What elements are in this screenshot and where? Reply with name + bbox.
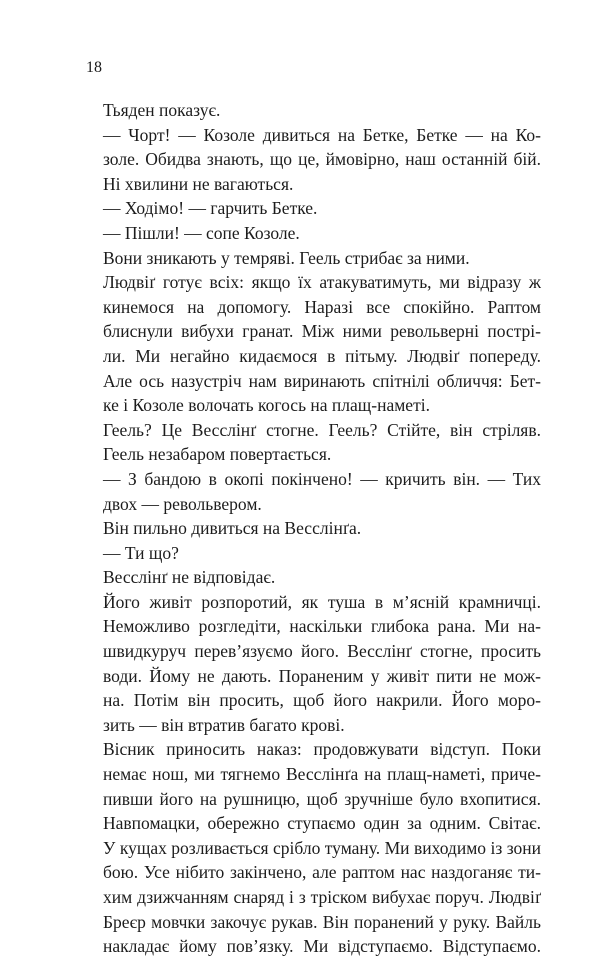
text-line: двох — револьвером. bbox=[103, 493, 262, 514]
text-line: бою. Усе нібито закінчено, але раптом нас наздоганяє ти- bbox=[103, 862, 541, 883]
body-text bbox=[103, 98, 541, 959]
text-line: ли. Ми негайно кидаємося в пітьму. Людвіґ попереду. bbox=[103, 345, 541, 366]
page-number: 18 bbox=[86, 59, 102, 76]
text-line: ке і Козоле волочать когось на плащ-наметі. bbox=[103, 395, 430, 416]
text-line: У кущах розливається срібло туману. Ми виходимо із зони bbox=[103, 837, 541, 858]
text-line: на. Потім він просить, щоб його накрили. Його моро- bbox=[103, 690, 541, 711]
text-line: зить — він втратив багато крові. bbox=[103, 714, 345, 735]
text-line: Його живіт розпоротий, як туша в м’ясній крамничці. bbox=[103, 591, 541, 612]
text-line: Навпомацки, обережно ступаємо один за одним. Світає. bbox=[103, 813, 541, 834]
text-line: пивши його на рушницю, щоб зручніше було вхопитися. bbox=[103, 788, 541, 809]
text-line: немає нош, ми тягнемо Весслінґа на плащ-наметі, приче- bbox=[103, 764, 541, 785]
text-line: води. Йому не дають. Пораненим у живіт пити не мож- bbox=[103, 665, 541, 686]
text-line: хим дзижчанням снаряд і з тріском вибухає поруч. Людвіґ bbox=[103, 887, 541, 907]
text-line: блиснули вибухи гранат. Між ними револьверні пострі- bbox=[103, 321, 541, 342]
text-line: швидкуруч перев’язуємо його. Весслінґ стогне, просить bbox=[103, 641, 541, 662]
text-line: Бреєр мовчки закочує рукав. Він поранений у руку. Вайль bbox=[103, 911, 541, 932]
text-line: Весслінґ не відповідає. bbox=[103, 567, 276, 588]
text-line: — Чорт! — Козоле дивиться на Бетке, Бетке — на Ко- bbox=[103, 124, 541, 145]
text-line: — Пішли! — сопе Козоле. bbox=[103, 222, 300, 243]
text-line: Тьяден показує. bbox=[103, 100, 221, 120]
text-line: кинемося на допомогу. Наразі все спокійно. Раптом bbox=[103, 296, 541, 317]
text-line: Але ось назустріч нам виринають спітнілі обличчя: Бет- bbox=[103, 370, 541, 391]
text-line: Геель? Це Весслінґ стогне. Геель? Стійте, він стріляв. bbox=[103, 419, 541, 440]
text-line: — Ти що? bbox=[103, 542, 179, 563]
text-line: Геель незабаром повертається. bbox=[103, 444, 332, 465]
text-line: Вісник приносить наказ: продовжувати відступ. Поки bbox=[103, 739, 541, 760]
text-line: Він пильно дивиться на Весслінґа. bbox=[103, 518, 362, 539]
text-line: золе. Обидва знають, що це, ймовірно, наш останній бій. bbox=[103, 149, 541, 170]
text-line: Людвіґ готує всіх: якщо їх атакуватимуть, ми відразу ж bbox=[103, 272, 541, 293]
text-line: — Ходімо! — гарчить Бетке. bbox=[103, 198, 318, 219]
text-line: Неможливо розгледіти, наскільки глибока рана. Ми на- bbox=[103, 616, 541, 637]
text-line: Вони зникають у темряві. Геель стрибає за ними. bbox=[103, 247, 470, 268]
text-line: — З бандою в окопі покінчено! — кричить він. — Тих bbox=[103, 468, 541, 489]
text-line: Ні хвилини не вагаються. bbox=[103, 173, 294, 194]
text-line: накладає йому пов’язку. Ми відступаємо. Відступаємо. bbox=[103, 936, 541, 957]
